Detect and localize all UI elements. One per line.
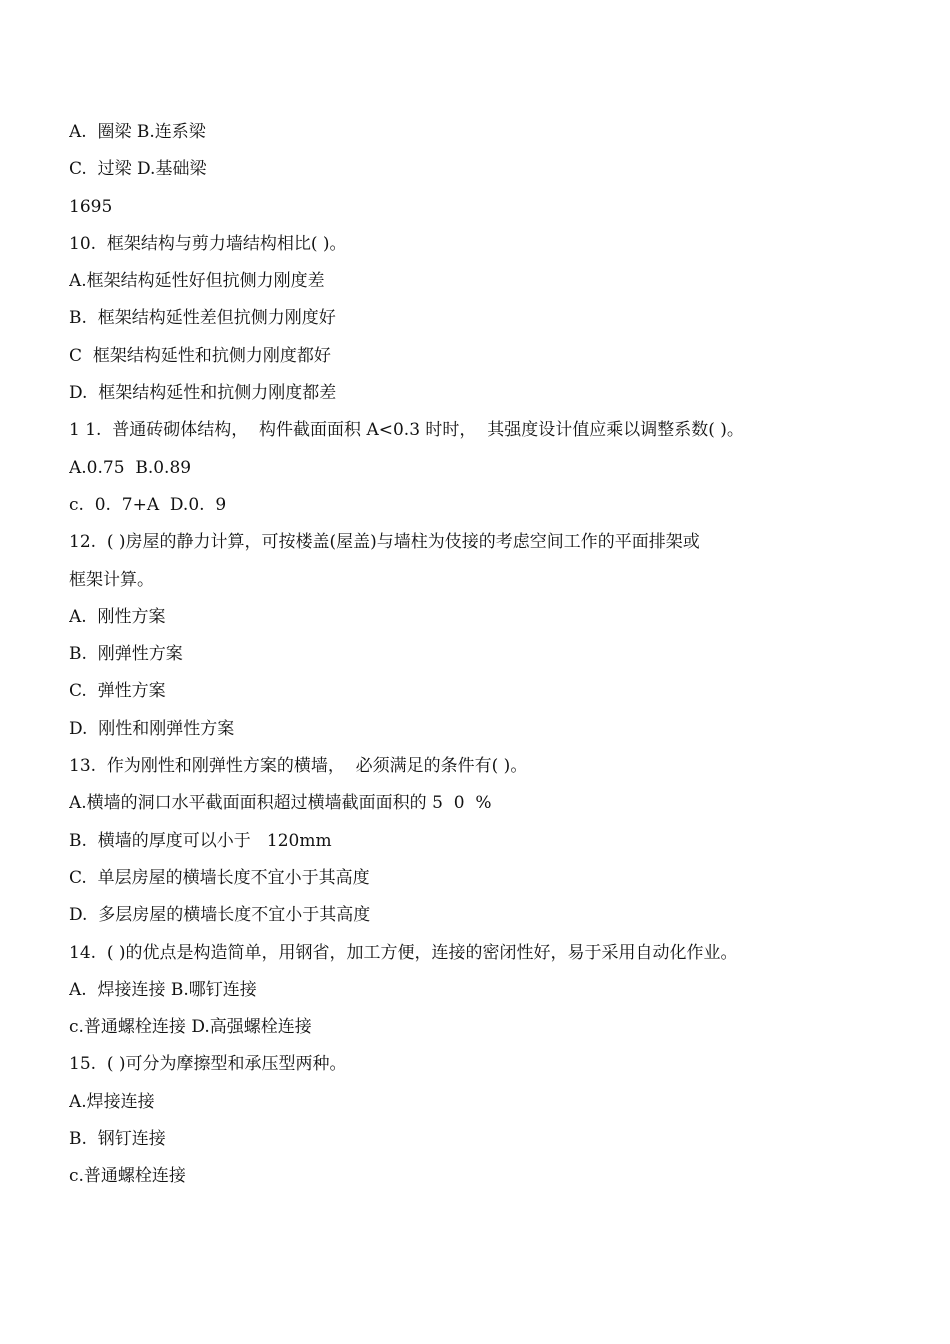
page-number-text: 1695 — [69, 196, 113, 217]
option-line: B. 钢钉连接 — [69, 1129, 166, 1150]
question-14: 14. ( )的优点是构造简单，用钢省，加工方便，连接的密闭性好，易于采用自动化作业。 — [69, 942, 738, 963]
option-line: A.0.75 B.0.89 — [69, 457, 192, 478]
option-line: A.焊接连接 — [69, 1091, 155, 1112]
option-line: c.普通螺栓连接 — [69, 1166, 186, 1187]
option-line: B. 框架结构延性差但抗侧力刚度好 — [69, 308, 336, 329]
option-line: A. 圈梁 B.连系梁 — [69, 122, 206, 142]
question-15: 15. ( )可分为摩擦型和承压型两种。 — [69, 1054, 347, 1075]
question-12: 12. ( )房屋的静力计算，可按楼盖(屋盖)与墙柱为伎接的考虑空间工作的平面排架或 — [69, 532, 700, 553]
question-12-continuation: 框架计算。 — [69, 569, 154, 590]
option-line: c. 0. 7+A D.0. 9 — [69, 494, 227, 515]
option-line: B. 横墙的厚度可以小于 120mm — [69, 830, 332, 851]
option-line: D. 刚性和刚弹性方案 — [69, 718, 235, 739]
option-line: D. 多层房屋的横墙长度不宜小于其高度 — [69, 905, 371, 926]
option-line: B. 刚弹性方案 — [69, 644, 183, 665]
question-11: 1 1. 普通砖砌体结构， 构件截面面积 A<0.3 时时， 其强度设计值应乘以调整系数( )。 — [69, 420, 744, 441]
option-line: A. 刚性方案 — [69, 606, 166, 627]
document-body — [69, 117, 909, 1199]
question-13: 13. 作为刚性和刚弹性方案的横墙， 必须满足的条件有( )。 — [69, 756, 528, 777]
option-line: C. 过梁 D.基础梁 — [69, 159, 207, 180]
option-line: D. 框架结构延性和抗侧力刚度都差 — [69, 383, 337, 404]
option-line: c.普通螺栓连接 D.高强螺栓连接 — [69, 1017, 312, 1038]
option-line: A.横墙的洞口水平截面面积超过横墙截面面积的 5 0 % — [69, 793, 492, 814]
option-line: C. 弹性方案 — [69, 681, 166, 702]
option-line: C. 单层房屋的横墙长度不宜小于其高度 — [69, 867, 370, 888]
option-line: A. 焊接连接 B.哪钉连接 — [69, 979, 257, 1000]
option-line: A.框架结构延性好但抗侧力刚度差 — [69, 271, 325, 292]
option-line: C 框架结构延性和抗侧力刚度都好 — [69, 345, 331, 366]
question-10: 10. 框架结构与剪力墙结构相比( )。 — [69, 233, 347, 254]
